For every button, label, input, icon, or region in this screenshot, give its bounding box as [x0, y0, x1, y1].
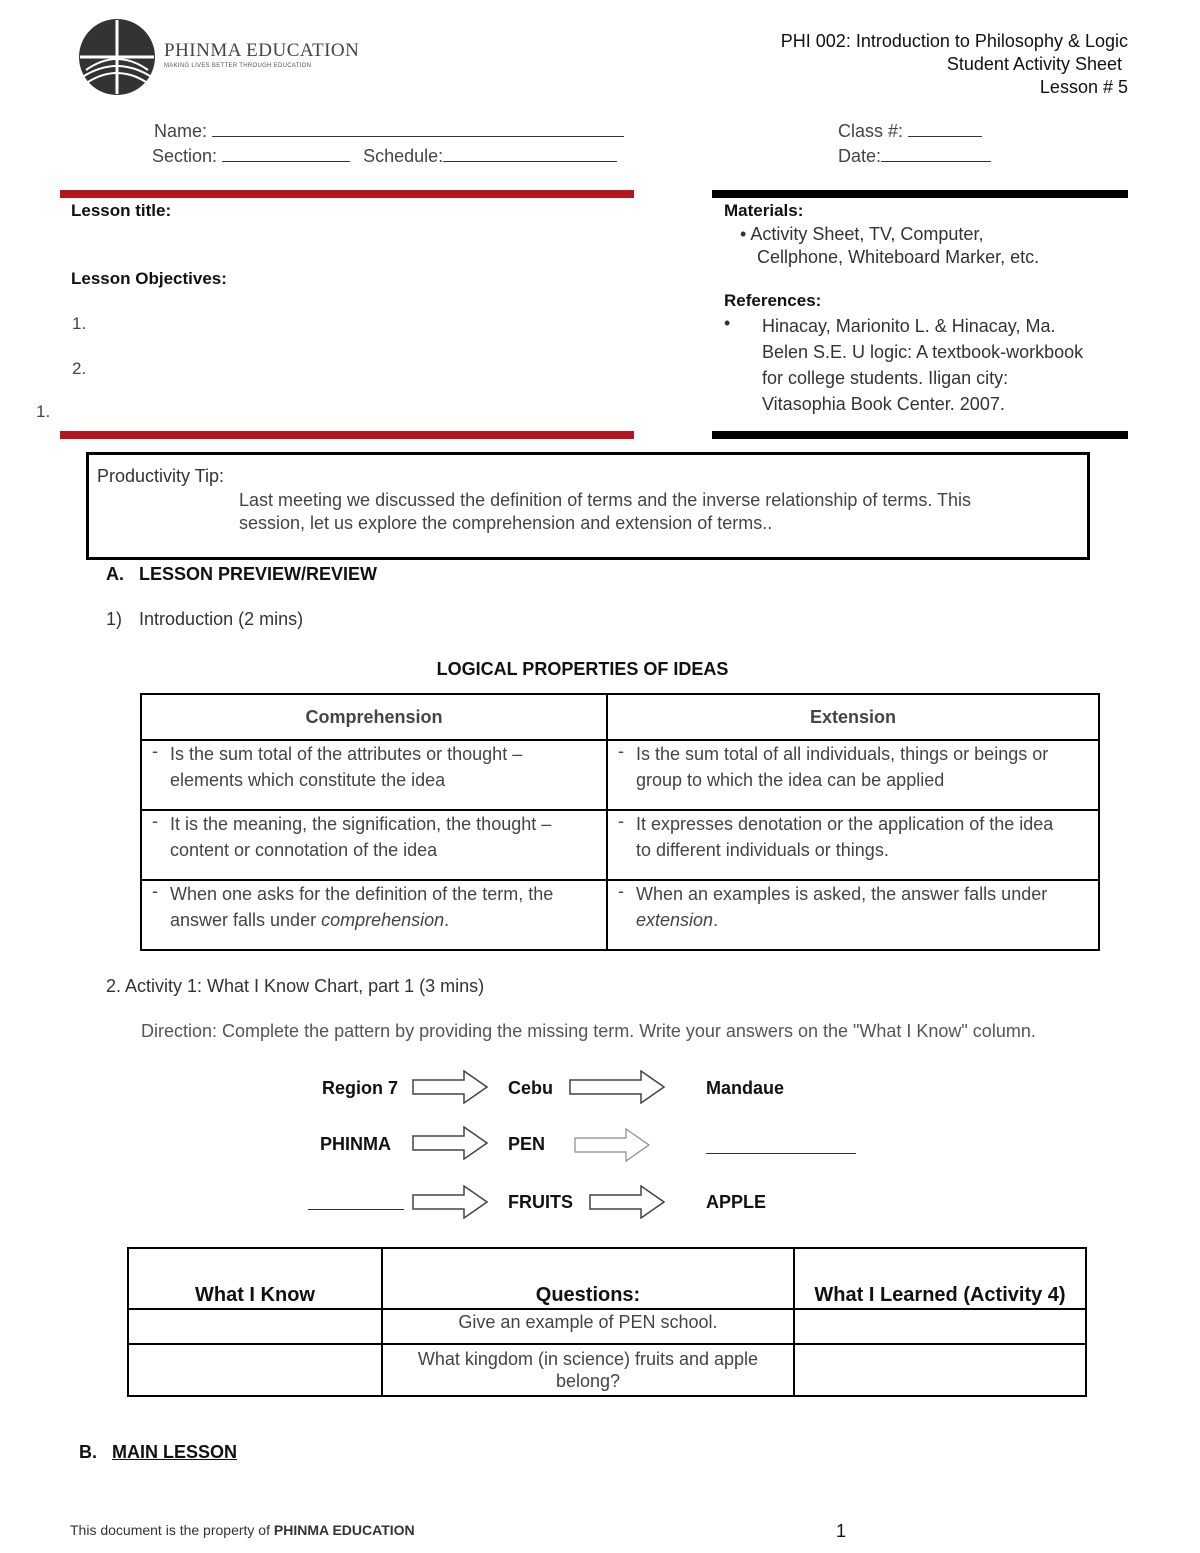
top-red-divider — [60, 190, 634, 198]
cell-line1: Is the sum total of all individuals, things or beings or — [636, 744, 1049, 764]
pattern-term: Cebu — [508, 1078, 553, 1098]
table-row — [141, 740, 1099, 810]
bullet-icon: • — [724, 313, 731, 333]
section-a-marker: A. — [106, 564, 124, 584]
question-line2: belong? — [555, 1371, 621, 1391]
dash: - — [618, 811, 624, 831]
bottom-black-divider — [712, 431, 1128, 439]
tip-line1: Last meeting we discussed the definition of terms and the inverse relationship of terms. This — [239, 490, 972, 510]
lesson-number: Lesson # 5 — [1039, 77, 1128, 97]
cell-line1: When an examples is asked, the answer falls under — [636, 884, 1048, 904]
reference-line2: Belen S.E. U logic: A textbook-workbook — [762, 342, 1084, 362]
phinma-globe-icon — [78, 18, 156, 96]
answer-blank[interactable] — [308, 1209, 404, 1210]
dash: - — [152, 881, 158, 901]
cell-line1: It expresses denotation or the application of the idea — [636, 814, 1054, 834]
class-line[interactable] — [908, 120, 982, 137]
cell-line2: group to which the idea can be applied — [636, 770, 945, 790]
table-cell — [141, 740, 607, 810]
cell-text-part: . — [713, 910, 719, 930]
name-label: Name: — [154, 121, 208, 141]
materials-item — [740, 223, 1039, 269]
table-row — [128, 1309, 1086, 1344]
cell-line1: It is the meaning, the signification, the thought – — [170, 814, 552, 834]
pattern-term: PEN — [508, 1134, 546, 1154]
table-cell — [607, 880, 1099, 950]
cell-line2: elements which constitute the idea — [170, 770, 446, 790]
pattern-term: APPLE — [706, 1192, 767, 1212]
name-field[interactable] — [154, 120, 624, 142]
pattern-term: Mandaue — [706, 1078, 785, 1098]
sheet-title: Student Activity Sheet — [946, 54, 1122, 74]
intro-text: Introduction (2 mins) — [139, 609, 304, 629]
reference-item — [762, 313, 1083, 417]
question-cell: Give an example of PEN school. — [382, 1309, 794, 1344]
logo-tagline: MAKING LIVES BETTER THROUGH EDUCATION — [164, 63, 312, 69]
document-header — [781, 30, 1128, 99]
what-i-know-answer-cell[interactable] — [128, 1309, 382, 1344]
right-arrow-icon — [574, 1128, 650, 1162]
table-cell — [141, 810, 607, 880]
table-row — [141, 810, 1099, 880]
question-cell — [382, 1344, 794, 1396]
objective-1: 1. — [72, 314, 87, 333]
schedule-label: Schedule: — [363, 146, 444, 166]
company-logo — [78, 18, 360, 96]
table-cell — [607, 810, 1099, 880]
date-line[interactable] — [881, 145, 991, 162]
section-b-marker: B. — [79, 1442, 97, 1462]
reference-line1: Hinacay, Marionito L. & Hinacay, Ma. — [762, 316, 1056, 336]
pattern-term: Region 7 — [322, 1078, 399, 1098]
section-field[interactable] — [152, 145, 617, 167]
lesson-objectives-label: Lesson Objectives: — [71, 269, 227, 288]
cell-italic-term: comprehension — [321, 910, 445, 930]
section-label: Section: — [152, 146, 218, 166]
footer-text: This document is the property of — [70, 1522, 274, 1538]
cell-line2: to different individuals or things. — [636, 840, 889, 860]
question-line1: What kingdom (in science) fruits and apple — [417, 1349, 759, 1369]
objective-2: 2. — [72, 359, 87, 378]
cell-text-part: answer falls under — [170, 910, 322, 930]
productivity-tip-box — [86, 452, 1090, 560]
bullet-icon: • — [740, 224, 747, 244]
activity-title: 2. Activity 1: What I Know Chart, part 1 (3 mins) — [106, 976, 485, 996]
logical-properties-table — [140, 693, 1100, 951]
tip-line2: session, let us explore the comprehension and extension of terms.. — [239, 513, 773, 533]
dash: - — [152, 741, 158, 761]
section-line[interactable] — [222, 145, 350, 162]
stray-list-number: 1. — [36, 402, 51, 421]
reference-line3: for college students. Iligan city: — [762, 368, 1009, 388]
date-field[interactable] — [838, 145, 991, 167]
cell-line2 — [170, 907, 553, 933]
page-number: 1 — [836, 1521, 847, 1541]
materials-line1: Activity Sheet, TV, Computer, — [750, 224, 984, 244]
section-b-heading — [79, 1442, 237, 1463]
footer-notice — [70, 1522, 415, 1538]
section-a-title: LESSON PREVIEW/REVIEW — [139, 564, 378, 584]
header-what-i-know: What I Know — [128, 1248, 382, 1309]
date-label: Date: — [838, 146, 882, 166]
name-line[interactable] — [212, 120, 624, 137]
materials-line2: Cellphone, Whiteboard Marker, etc. — [757, 247, 1040, 267]
intro-number: 1) — [106, 609, 123, 629]
cell-text-part: . — [444, 910, 450, 930]
table-cell — [141, 880, 607, 950]
header-comprehension: Comprehension — [141, 694, 607, 740]
course-title: PHI 002: Introduction to Philosophy & Logic — [780, 31, 1128, 51]
table-row — [128, 1344, 1086, 1396]
class-label: Class #: — [838, 121, 904, 141]
schedule-line[interactable] — [443, 145, 617, 162]
tip-text — [239, 489, 971, 535]
right-arrow-icon — [412, 1126, 488, 1160]
reference-line4: Vitasophia Book Center. 2007. — [762, 394, 1005, 414]
right-arrow-icon — [569, 1070, 665, 1104]
what-i-learned-answer-cell[interactable] — [794, 1344, 1086, 1396]
bottom-red-divider — [60, 431, 634, 439]
logo-name: PHINMA EDUCATION — [164, 40, 360, 61]
footer-brand: PHINMA EDUCATION — [273, 1522, 415, 1538]
answer-blank[interactable] — [706, 1153, 856, 1154]
lesson-title-label: Lesson title: — [71, 201, 172, 220]
intro-item — [106, 609, 303, 630]
header-questions: Questions: — [382, 1248, 794, 1309]
cell-line1: When one asks for the definition of the term, the — [170, 884, 554, 904]
section-b-title: MAIN LESSON — [112, 1442, 238, 1462]
table-row — [141, 880, 1099, 950]
cell-italic-term: extension — [636, 910, 714, 930]
class-field[interactable] — [838, 120, 982, 142]
right-arrow-icon — [412, 1185, 488, 1219]
cell-line1: Is the sum total of the attributes or thought – — [170, 744, 523, 764]
what-i-know-table — [127, 1247, 1087, 1397]
right-arrow-icon — [589, 1185, 665, 1219]
materials-label: Materials: — [724, 201, 804, 220]
props-table-title: LOGICAL PROPERTIES OF IDEAS — [436, 659, 729, 679]
tip-label: Productivity Tip: — [97, 466, 225, 486]
what-i-learned-answer-cell[interactable] — [794, 1309, 1086, 1344]
activity-direction: Direction: Complete the pattern by providing the missing term. Write your answers on the "What I Know" column. — [141, 1021, 1036, 1041]
dash: - — [152, 811, 158, 831]
pattern-term: PHINMA — [320, 1134, 391, 1154]
header-what-i-learned: What I Learned (Activity 4) — [794, 1248, 1086, 1309]
header-extension: Extension — [607, 694, 1099, 740]
right-arrow-icon — [412, 1070, 488, 1104]
pattern-term: FRUITS — [508, 1192, 573, 1212]
what-i-know-answer-cell[interactable] — [128, 1344, 382, 1396]
dash: - — [618, 881, 624, 901]
references-label: References: — [724, 291, 822, 310]
table-cell — [607, 740, 1099, 810]
section-a-heading — [106, 564, 377, 585]
top-black-divider — [712, 190, 1128, 198]
cell-line2 — [636, 907, 1047, 933]
dash: - — [618, 741, 624, 761]
cell-line2: content or connotation of the idea — [170, 840, 438, 860]
